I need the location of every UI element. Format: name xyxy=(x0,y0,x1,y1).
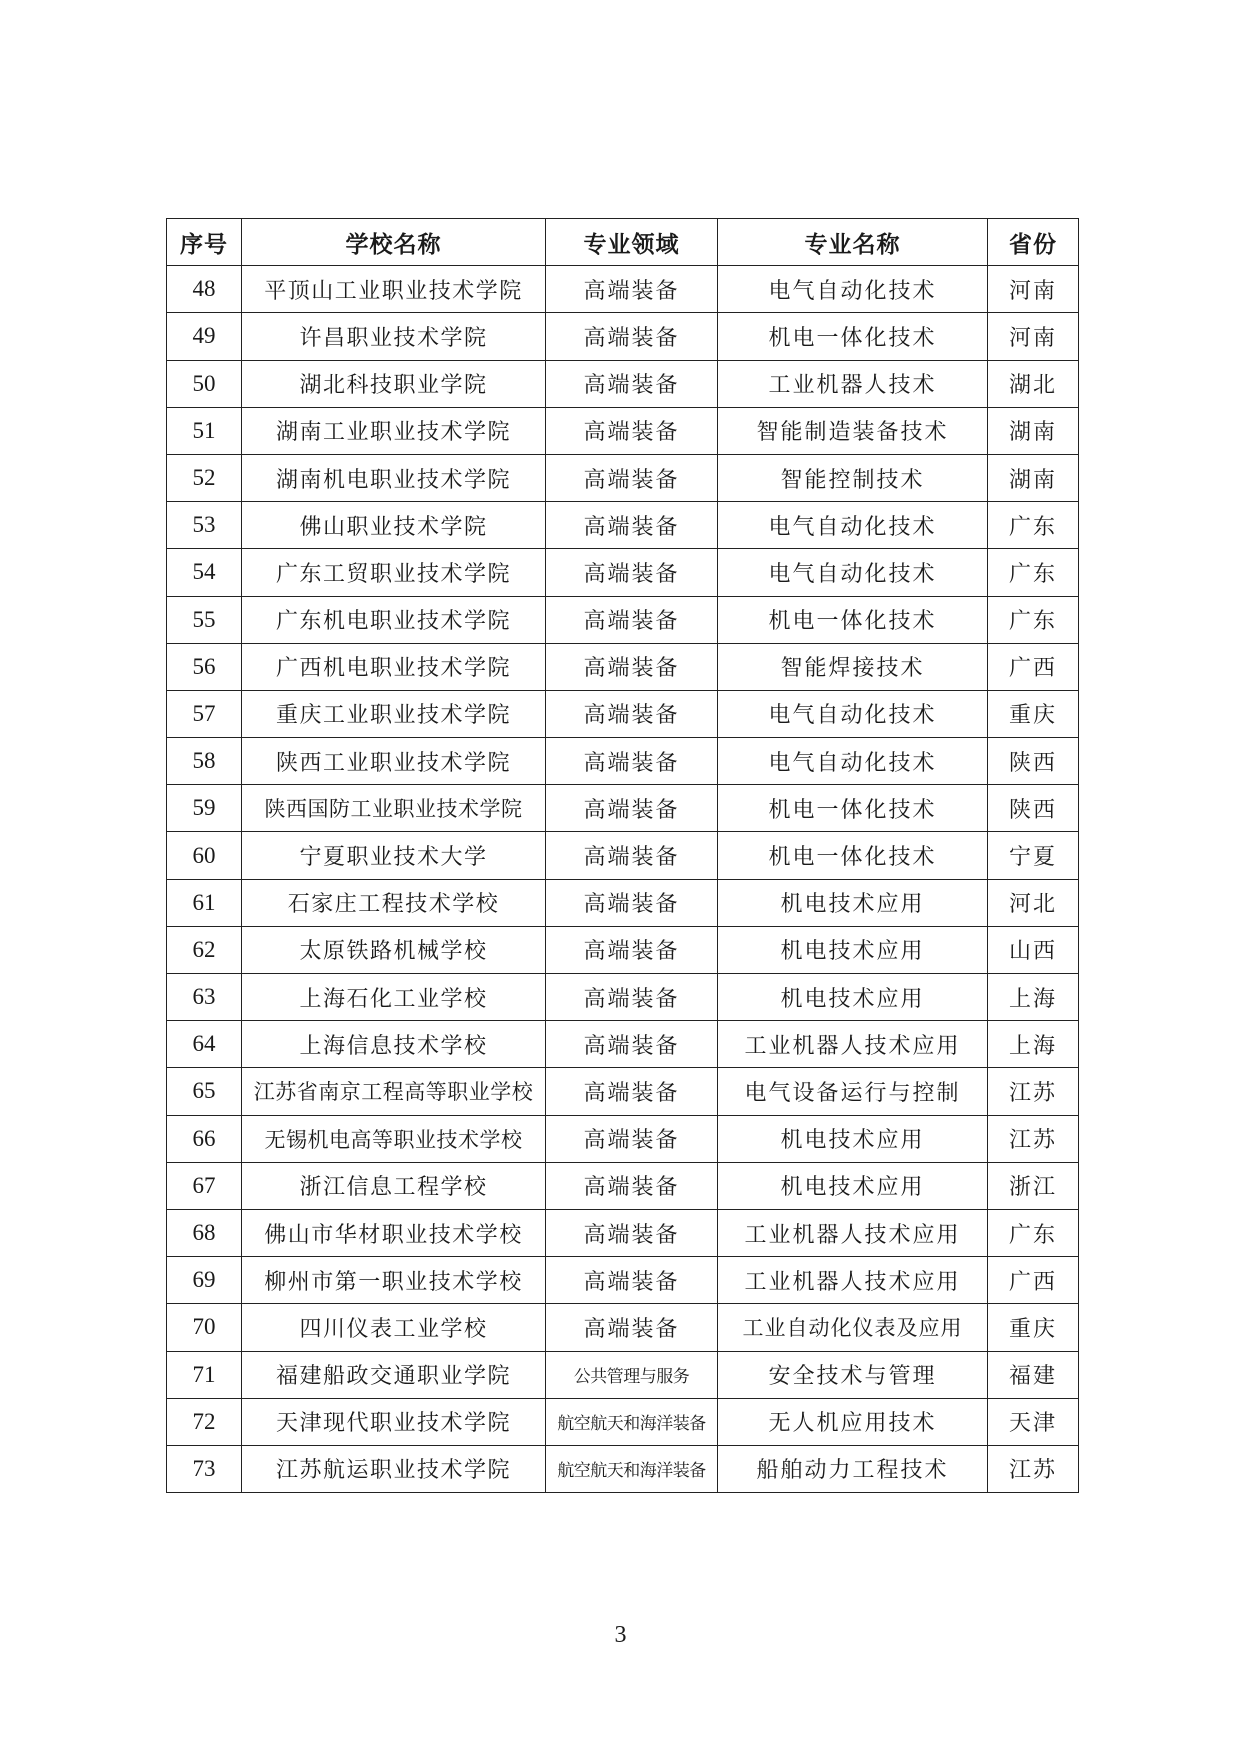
major-field-cell: 高端装备 xyxy=(546,974,718,1021)
serial-number-cell: 67 xyxy=(167,1162,242,1209)
school-major-table xyxy=(166,218,1079,1493)
table-body xyxy=(167,266,1079,1493)
major-field-cell: 高端装备 xyxy=(546,1209,718,1256)
province-cell: 重庆 xyxy=(988,1304,1079,1351)
province-cell: 天津 xyxy=(988,1398,1079,1445)
major-name-cell: 船舶动力工程技术 xyxy=(718,1445,988,1492)
table-row xyxy=(167,1115,1079,1162)
school-name-cell: 无锡机电高等职业技术学校 xyxy=(242,1115,546,1162)
major-name-cell: 工业机器人技术 xyxy=(718,360,988,407)
serial-number-cell: 64 xyxy=(167,1021,242,1068)
province-cell: 宁夏 xyxy=(988,832,1079,879)
school-name-cell: 上海石化工业学校 xyxy=(242,974,546,1021)
serial-number-cell: 55 xyxy=(167,596,242,643)
major-field-cell: 高端装备 xyxy=(546,596,718,643)
major-name-cell: 机电技术应用 xyxy=(718,974,988,1021)
serial-number-cell: 70 xyxy=(167,1304,242,1351)
province-cell: 江苏 xyxy=(988,1445,1079,1492)
school-name-cell: 柳州市第一职业技术学校 xyxy=(242,1257,546,1304)
province-cell: 湖南 xyxy=(988,454,1079,501)
major-field-cell: 高端装备 xyxy=(546,832,718,879)
school-name-cell: 湖南工业职业技术学院 xyxy=(242,407,546,454)
major-field-cell: 高端装备 xyxy=(546,738,718,785)
table-row xyxy=(167,454,1079,501)
school-name-cell: 天津现代职业技术学院 xyxy=(242,1398,546,1445)
school-name-cell: 佛山市华材职业技术学校 xyxy=(242,1209,546,1256)
major-name-cell: 无人机应用技术 xyxy=(718,1398,988,1445)
school-name-cell: 重庆工业职业技术学院 xyxy=(242,690,546,737)
province-cell: 广东 xyxy=(988,1209,1079,1256)
major-name-cell: 机电一体化技术 xyxy=(718,596,988,643)
major-field-cell: 高端装备 xyxy=(546,690,718,737)
table-row xyxy=(167,1068,1079,1115)
major-field-cell: 航空航天和海洋装备 xyxy=(546,1398,718,1445)
major-name-cell: 安全技术与管理 xyxy=(718,1351,988,1398)
province-cell: 福建 xyxy=(988,1351,1079,1398)
major-name-cell: 机电技术应用 xyxy=(718,1115,988,1162)
major-name-cell: 电气自动化技术 xyxy=(718,690,988,737)
school-name-cell: 佛山职业技术学院 xyxy=(242,502,546,549)
province-cell: 陕西 xyxy=(988,738,1079,785)
table-row xyxy=(167,1209,1079,1256)
serial-number-cell: 50 xyxy=(167,360,242,407)
province-cell: 湖北 xyxy=(988,360,1079,407)
serial-number-cell: 54 xyxy=(167,549,242,596)
table-row xyxy=(167,785,1079,832)
province-cell: 河南 xyxy=(988,266,1079,313)
table-header-row xyxy=(167,219,1079,266)
table-row xyxy=(167,360,1079,407)
school-major-table-container xyxy=(166,218,1078,1493)
major-name-cell: 电气自动化技术 xyxy=(718,549,988,596)
province-cell: 湖南 xyxy=(988,407,1079,454)
province-cell: 河北 xyxy=(988,879,1079,926)
province-cell: 上海 xyxy=(988,1021,1079,1068)
province-cell: 陕西 xyxy=(988,785,1079,832)
major-name-cell: 机电技术应用 xyxy=(718,1162,988,1209)
school-name-cell: 许昌职业技术学院 xyxy=(242,313,546,360)
major-field-cell: 高端装备 xyxy=(546,879,718,926)
serial-number-cell: 49 xyxy=(167,313,242,360)
table-row xyxy=(167,1398,1079,1445)
major-name-cell: 机电技术应用 xyxy=(718,879,988,926)
serial-number-cell: 68 xyxy=(167,1209,242,1256)
serial-number-cell: 52 xyxy=(167,454,242,501)
table-row xyxy=(167,502,1079,549)
major-name-cell: 智能制造装备技术 xyxy=(718,407,988,454)
school-name-cell: 四川仪表工业学校 xyxy=(242,1304,546,1351)
province-cell: 广东 xyxy=(988,596,1079,643)
school-name-cell: 陕西工业职业技术学院 xyxy=(242,738,546,785)
school-name-cell: 江苏航运职业技术学院 xyxy=(242,1445,546,1492)
serial-number-cell: 61 xyxy=(167,879,242,926)
major-name-cell: 工业机器人技术应用 xyxy=(718,1021,988,1068)
major-field-cell: 高端装备 xyxy=(546,266,718,313)
major-name-cell: 电气自动化技术 xyxy=(718,502,988,549)
major-field-cell: 高端装备 xyxy=(546,1115,718,1162)
table-row xyxy=(167,596,1079,643)
school-name-cell: 上海信息技术学校 xyxy=(242,1021,546,1068)
table-row xyxy=(167,1304,1079,1351)
header-major-name: 专业名称 xyxy=(718,219,988,266)
serial-number-cell: 71 xyxy=(167,1351,242,1398)
serial-number-cell: 60 xyxy=(167,832,242,879)
table-row xyxy=(167,549,1079,596)
table-row xyxy=(167,407,1079,454)
table-row xyxy=(167,1021,1079,1068)
major-field-cell: 高端装备 xyxy=(546,1021,718,1068)
table-row xyxy=(167,266,1079,313)
major-name-cell: 电气自动化技术 xyxy=(718,738,988,785)
school-name-cell: 平顶山工业职业技术学院 xyxy=(242,266,546,313)
province-cell: 广东 xyxy=(988,549,1079,596)
serial-number-cell: 56 xyxy=(167,643,242,690)
serial-number-cell: 72 xyxy=(167,1398,242,1445)
school-name-cell: 陕西国防工业职业技术学院 xyxy=(242,785,546,832)
major-field-cell: 公共管理与服务 xyxy=(546,1351,718,1398)
school-name-cell: 石家庄工程技术学校 xyxy=(242,879,546,926)
table-row xyxy=(167,1162,1079,1209)
serial-number-cell: 48 xyxy=(167,266,242,313)
school-name-cell: 广东机电职业技术学院 xyxy=(242,596,546,643)
table-row xyxy=(167,879,1079,926)
school-name-cell: 江苏省南京工程高等职业学校 xyxy=(242,1068,546,1115)
major-field-cell: 高端装备 xyxy=(546,549,718,596)
major-field-cell: 高端装备 xyxy=(546,1304,718,1351)
major-field-cell: 高端装备 xyxy=(546,454,718,501)
major-name-cell: 机电一体化技术 xyxy=(718,313,988,360)
school-name-cell: 湖北科技职业学院 xyxy=(242,360,546,407)
header-serial-number: 序号 xyxy=(167,219,242,266)
serial-number-cell: 58 xyxy=(167,738,242,785)
table-row xyxy=(167,926,1079,973)
school-name-cell: 广西机电职业技术学院 xyxy=(242,643,546,690)
province-cell: 山西 xyxy=(988,926,1079,973)
table-row xyxy=(167,1257,1079,1304)
province-cell: 河南 xyxy=(988,313,1079,360)
major-name-cell: 机电技术应用 xyxy=(718,926,988,973)
major-field-cell: 航空航天和海洋装备 xyxy=(546,1445,718,1492)
province-cell: 广西 xyxy=(988,643,1079,690)
page-number: 3 xyxy=(614,1622,627,1648)
school-name-cell: 广东工贸职业技术学院 xyxy=(242,549,546,596)
major-field-cell: 高端装备 xyxy=(546,926,718,973)
school-name-cell: 宁夏职业技术大学 xyxy=(242,832,546,879)
province-cell: 江苏 xyxy=(988,1068,1079,1115)
major-field-cell: 高端装备 xyxy=(546,502,718,549)
major-name-cell: 智能焊接技术 xyxy=(718,643,988,690)
serial-number-cell: 53 xyxy=(167,502,242,549)
serial-number-cell: 73 xyxy=(167,1445,242,1492)
school-name-cell: 太原铁路机械学校 xyxy=(242,926,546,973)
table-row xyxy=(167,690,1079,737)
major-field-cell: 高端装备 xyxy=(546,1162,718,1209)
major-name-cell: 工业机器人技术应用 xyxy=(718,1209,988,1256)
table-row xyxy=(167,1351,1079,1398)
table-row xyxy=(167,832,1079,879)
major-name-cell: 机电一体化技术 xyxy=(718,785,988,832)
major-field-cell: 高端装备 xyxy=(546,407,718,454)
province-cell: 浙江 xyxy=(988,1162,1079,1209)
province-cell: 广东 xyxy=(988,502,1079,549)
major-name-cell: 机电一体化技术 xyxy=(718,832,988,879)
province-cell: 江苏 xyxy=(988,1115,1079,1162)
serial-number-cell: 69 xyxy=(167,1257,242,1304)
major-field-cell: 高端装备 xyxy=(546,313,718,360)
serial-number-cell: 66 xyxy=(167,1115,242,1162)
table-row xyxy=(167,1445,1079,1492)
major-field-cell: 高端装备 xyxy=(546,1257,718,1304)
major-name-cell: 电气设备运行与控制 xyxy=(718,1068,988,1115)
school-name-cell: 福建船政交通职业学院 xyxy=(242,1351,546,1398)
serial-number-cell: 57 xyxy=(167,690,242,737)
province-cell: 上海 xyxy=(988,974,1079,1021)
table-row xyxy=(167,738,1079,785)
school-name-cell: 浙江信息工程学校 xyxy=(242,1162,546,1209)
table-row xyxy=(167,313,1079,360)
major-name-cell: 工业自动化仪表及应用 xyxy=(718,1304,988,1351)
serial-number-cell: 59 xyxy=(167,785,242,832)
serial-number-cell: 63 xyxy=(167,974,242,1021)
province-cell: 广西 xyxy=(988,1257,1079,1304)
school-name-cell: 湖南机电职业技术学院 xyxy=(242,454,546,501)
major-field-cell: 高端装备 xyxy=(546,1068,718,1115)
major-name-cell: 工业机器人技术应用 xyxy=(718,1257,988,1304)
major-field-cell: 高端装备 xyxy=(546,360,718,407)
header-school-name: 学校名称 xyxy=(242,219,546,266)
header-major-field: 专业领域 xyxy=(546,219,718,266)
table-row xyxy=(167,974,1079,1021)
major-field-cell: 高端装备 xyxy=(546,643,718,690)
major-name-cell: 智能控制技术 xyxy=(718,454,988,501)
major-name-cell: 电气自动化技术 xyxy=(718,266,988,313)
serial-number-cell: 51 xyxy=(167,407,242,454)
header-province: 省份 xyxy=(988,219,1079,266)
table-row xyxy=(167,643,1079,690)
province-cell: 重庆 xyxy=(988,690,1079,737)
major-field-cell: 高端装备 xyxy=(546,785,718,832)
serial-number-cell: 65 xyxy=(167,1068,242,1115)
serial-number-cell: 62 xyxy=(167,926,242,973)
